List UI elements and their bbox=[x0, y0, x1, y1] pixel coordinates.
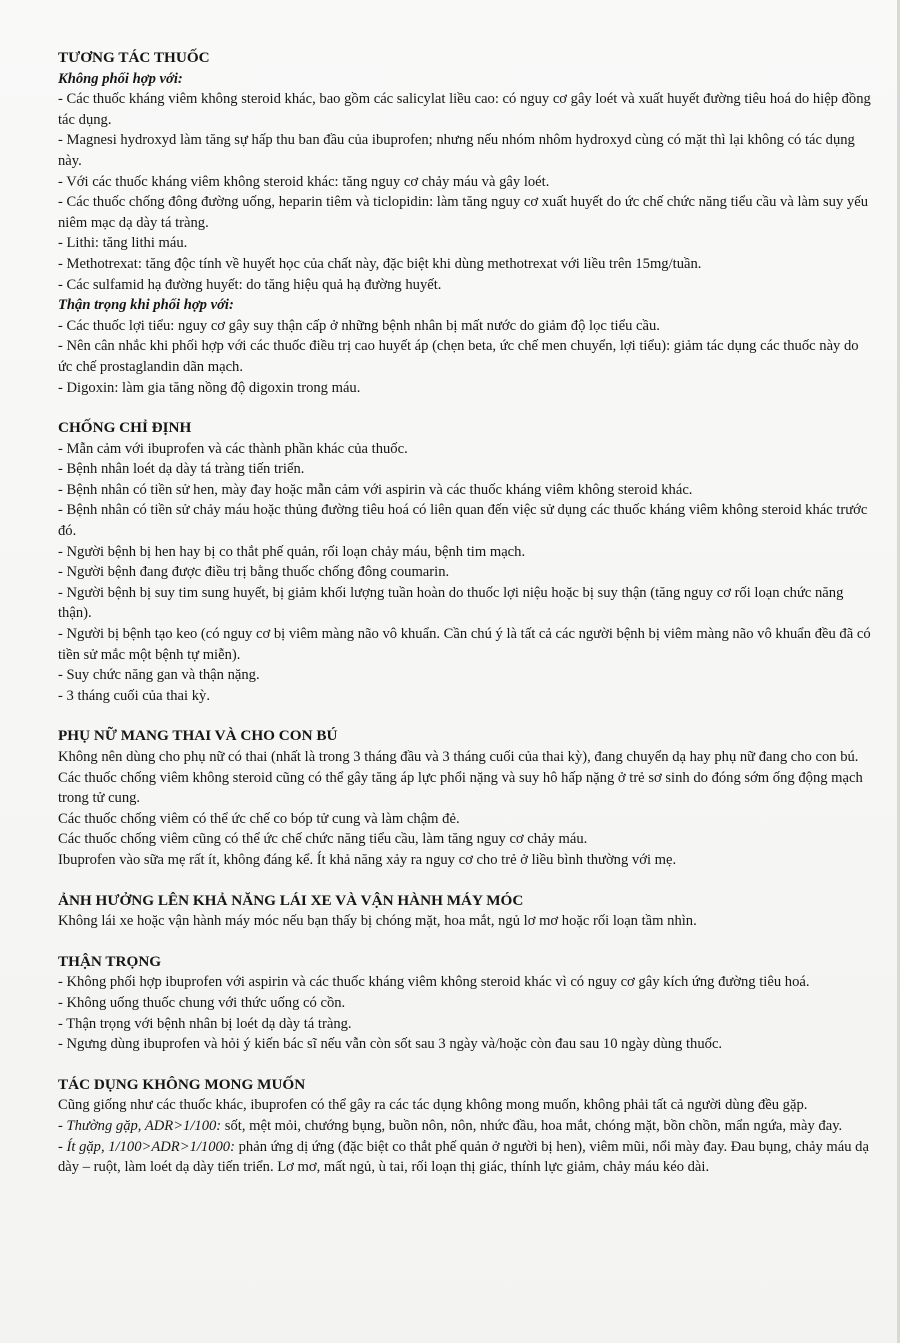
effects-text: phản ứng dị ứng (đặc biệt co thắt phế quản ở người bị hen), viêm mũi, nổi mày đay. Đau bụng, chảy máu dạ dày – ruột, làm loét dạ dày tiến triển. Lơ mơ, mất ngủ, ù tai, rối loạn thị giác, thính lực giảm, chảy máu kéo dài. bbox=[58, 1138, 869, 1176]
paragraph: Cũng giống như các thuốc khác, ibuprofen có thể gây ra các tác dụng không mong muốn, không phải tất cả người dùng đều gặp. bbox=[58, 1097, 808, 1114]
effects-text: sốt, mệt mỏi, chướng bụng, buồn nôn, nôn, nhức đầu, hoa mắt, chóng mặt, bồn chồn, mẩn ngứa, mày đay. bbox=[221, 1117, 843, 1134]
list-item: - Suy chức năng gan và thận nặng. bbox=[58, 667, 260, 684]
list-item: - Người bị bệnh tạo keo (có nguy cơ bị viêm màng não vô khuẩn. Cần chú ý là tất cả các người bệnh bị viêm màng não vô khuẩn đều đã có tiền sử mắc một bệnh tự miễn). bbox=[58, 626, 871, 663]
section-title: THẬN TRỌNG bbox=[58, 952, 162, 970]
list-item bbox=[58, 1116, 876, 1137]
section-title: TƯƠNG TÁC THUỐC bbox=[58, 49, 210, 66]
section-title: PHỤ NỮ MANG THAI VÀ CHO CON BÚ bbox=[58, 727, 338, 745]
section-title: CHỐNG CHỈ ĐỊNH bbox=[58, 419, 192, 437]
paragraph: Không lái xe hoặc vận hành máy móc nếu bạn thấy bị chóng mặt, hoa mắt, ngủ lơ mơ hoặc rối loạn tầm nhìn. bbox=[58, 913, 697, 930]
list-item: - Bệnh nhân có tiền sử hen, mày đay hoặc mẫn cảm với aspirin và các thuốc kháng viêm không steroid khác. bbox=[58, 481, 693, 498]
section-title: ẢNH HƯỞNG LÊN KHẢ NĂNG LÁI XE VÀ VẬN HÀNH MÁY MÓC bbox=[58, 891, 524, 909]
list-item bbox=[58, 1137, 876, 1178]
list-item: - Mẫn cảm với ibuprofen và các thành phần khác của thuốc. bbox=[58, 440, 408, 457]
frequency-label: - Ít gặp, 1/100>ADR>1/1000: bbox=[58, 1138, 235, 1155]
list-item: - Magnesi hydroxyd làm tăng sự hấp thu ban đầu của ibuprofen; nhưng nếu nhóm nhôm hydroxyd cùng có mặt thì lại không có tác dụng này. bbox=[58, 132, 855, 169]
list-item: - Bệnh nhân loét dạ dày tá tràng tiến triển. bbox=[58, 461, 305, 478]
list-item: - Các sulfamid hạ đường huyết: do tăng hiệu quả hạ đường huyết. bbox=[58, 276, 442, 293]
section-adverse-effects bbox=[58, 1075, 876, 1178]
list-item: - Người bệnh bị hen hay bị co thắt phế quản, rối loạn chảy máu, bệnh tim mạch. bbox=[58, 543, 526, 560]
frequency-label: - Thường gặp, ADR>1/100: bbox=[58, 1117, 222, 1134]
list-item: - 3 tháng cuối của thai kỳ. bbox=[58, 687, 210, 704]
list-item: - Ngưng dùng ibuprofen và hỏi ý kiến bác sĩ nếu vẫn còn sốt sau 3 ngày và/hoặc còn đau sau 10 ngày dùng thuốc. bbox=[58, 1036, 723, 1053]
section-contraindications bbox=[58, 418, 876, 706]
section-precautions bbox=[58, 952, 876, 1055]
list-item: - Nên cân nhắc khi phối hợp với các thuốc điều trị cao huyết áp (chẹn beta, ức chế men chuyển, lợi tiểu): giảm tác dụng các thuốc này do ức chế prostaglandin dãn mạch. bbox=[58, 338, 859, 375]
list-item: - Digoxin: làm gia tăng nồng độ digoxin trong máu. bbox=[58, 379, 361, 396]
list-item: - Không phối hợp ibuprofen với aspirin và các thuốc kháng viêm không steroid khác vì có nguy cơ gây kích ứng đường tiêu hoá. bbox=[58, 974, 810, 991]
list-item: - Thận trọng với bệnh nhân bị loét dạ dày tá tràng. bbox=[58, 1015, 352, 1032]
list-item: - Methotrexat: tăng độc tính về huyết học của chất này, đặc biệt khi dùng methotrexat với liều trên 15mg/tuần. bbox=[58, 255, 702, 272]
paragraph: Ibuprofen vào sữa mẹ rất ít, không đáng kể. Ít khả năng xảy ra nguy cơ cho trẻ ở liều bình thường với mẹ. bbox=[58, 851, 677, 868]
list-item: - Không uống thuốc chung với thức uống có cồn. bbox=[58, 994, 346, 1011]
section-title: TÁC DỤNG KHÔNG MONG MUỐN bbox=[58, 1075, 306, 1093]
subsection-title: Thận trọng khi phối hợp với: bbox=[58, 297, 234, 314]
section-pregnancy-breastfeeding bbox=[58, 726, 876, 870]
list-item: - Người bệnh bị suy tim sung huyết, bị giảm khối lượng tuần hoàn do thuốc lợi niệu hoặc bị suy thận (tăng nguy cơ rối loạn chức năng thận). bbox=[58, 584, 844, 622]
leaflet-content bbox=[58, 48, 876, 1178]
list-item: - Người bệnh đang được điều trị bằng thuốc chống đông coumarin. bbox=[58, 564, 450, 581]
section-drug-interactions bbox=[58, 48, 876, 398]
subsection-title: Không phối hợp với: bbox=[58, 70, 183, 87]
list-item: - Các thuốc chống đông đường uống, heparin tiêm và ticlopidin: làm tăng nguy cơ xuất huyết do ức chế chức năng tiểu cầu và làm suy yếu niêm mạc dạ dày tá tràng. bbox=[58, 194, 868, 231]
list-item: - Các thuốc lợi tiểu: nguy cơ gây suy thận cấp ở những bệnh nhân bị mất nước do giảm độ lọc tiểu cầu. bbox=[58, 317, 660, 334]
list-item: - Lithi: tăng lithi máu. bbox=[58, 235, 188, 252]
section-driving-machinery bbox=[58, 891, 876, 932]
list-item: - Các thuốc kháng viêm không steroid khác, bao gồm các salicylat liều cao: có nguy cơ gây loét và xuất huyết đường tiêu hoá do hiệp đồng tác dụng. bbox=[58, 91, 871, 128]
paragraph: Các thuốc chống viêm có thể ức chế co bóp tử cung và làm chậm đẻ. bbox=[58, 810, 460, 827]
paragraph: Không nên dùng cho phụ nữ có thai (nhất là trong 3 tháng đầu và 3 tháng cuối của thai kỳ), đang chuyển dạ hay phụ nữ đang cho con bú. Các thuốc chống viêm không steroid cũng có thể gây tăng áp lực phổi nặng và suy hô hấp nặng ở trẻ sơ sinh do đóng sớm ống động mạch trong tử cung. bbox=[58, 749, 863, 807]
paragraph: Các thuốc chống viêm cũng có thể ức chế chức năng tiểu cầu, làm tăng nguy cơ chảy máu. bbox=[58, 831, 588, 848]
list-item: - Bệnh nhân có tiền sử chảy máu hoặc thủng đường tiêu hoá có liên quan đến việc sử dụng các thuốc kháng viêm không steroid khác trước đó. bbox=[58, 502, 868, 540]
list-item: - Với các thuốc kháng viêm không steroid khác: tăng nguy cơ chảy máu và gây loét. bbox=[58, 173, 550, 190]
